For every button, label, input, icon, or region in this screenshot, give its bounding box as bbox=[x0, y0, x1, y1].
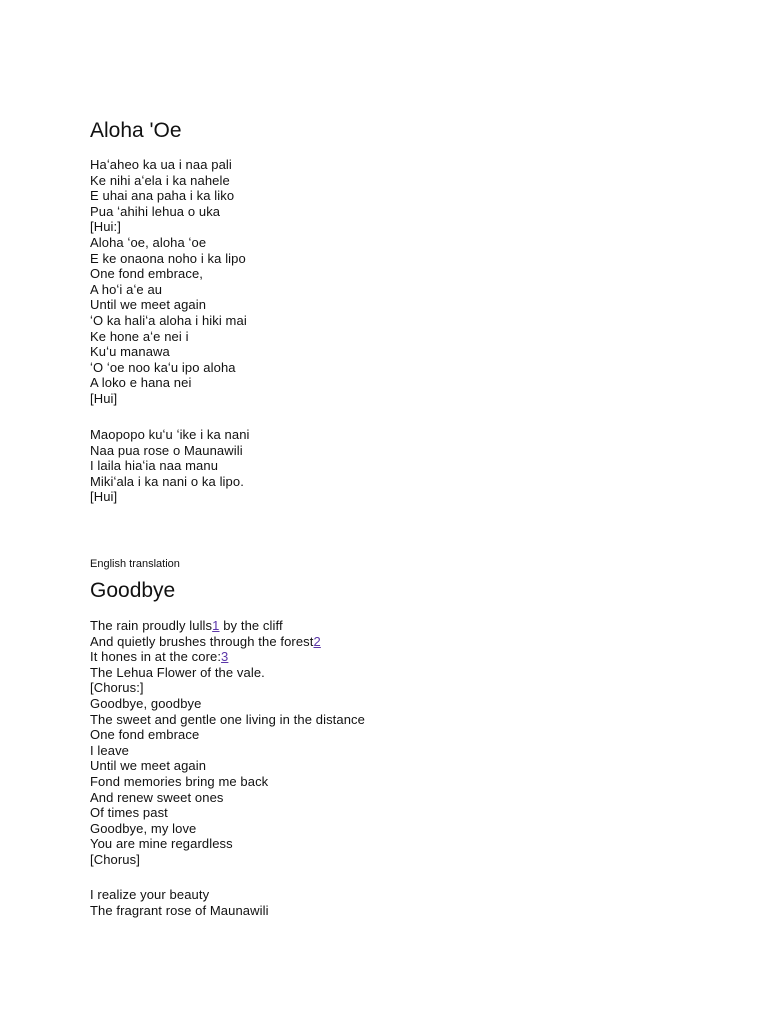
footnote-link-1[interactable]: 1 bbox=[212, 618, 220, 633]
lyric-line: Aloha ʻoe, aloha ʻoe bbox=[90, 234, 207, 250]
english-verse-1 bbox=[90, 618, 365, 868]
lyric-line bbox=[90, 634, 365, 650]
lyric-text: by the cliff bbox=[219, 618, 283, 633]
lyric-line: One fond embrace bbox=[90, 727, 200, 743]
lyric-line: Until we meet again bbox=[90, 297, 207, 313]
lyric-line: Goodbye, goodbye bbox=[90, 695, 202, 711]
lyric-line: Naa pua rose o Maunawili bbox=[90, 442, 243, 458]
lyric-line bbox=[90, 618, 365, 634]
lyric-line: You are mine regardless bbox=[90, 836, 233, 852]
lyric-line: I laila hiaʻia naa manu bbox=[90, 458, 219, 474]
hawaiian-verse-2 bbox=[90, 427, 250, 505]
lyric-line: Ke hone aʻe nei i bbox=[90, 328, 189, 344]
song-title-hawaiian: Aloha 'Oe bbox=[90, 119, 182, 142]
lyric-line: [Chorus:] bbox=[90, 680, 144, 696]
lyric-line: [Hui:] bbox=[90, 219, 121, 235]
lyric-line: One fond embrace, bbox=[90, 266, 203, 282]
lyric-line: Maopopo kuʻu ʻike i ka nani bbox=[90, 427, 250, 442]
lyric-line: And renew sweet ones bbox=[90, 789, 224, 805]
lyric-line: E ke onaona noho i ka lipo bbox=[90, 250, 246, 266]
lyric-line: Haʻaheo ka ua i naa pali bbox=[90, 157, 232, 172]
lyric-line: Mikiʻala i ka nani o ka lipo. bbox=[90, 473, 244, 489]
lyric-text: The rain proudly lulls bbox=[90, 618, 213, 633]
lyric-line: I leave bbox=[90, 742, 130, 758]
footnote-link-2[interactable]: 2 bbox=[313, 633, 321, 649]
lyric-line: The sweet and gentle one living in the distance bbox=[90, 711, 365, 727]
english-verse-2 bbox=[90, 887, 269, 918]
lyric-line: The fragrant rose of Maunawili bbox=[90, 902, 269, 918]
lyric-text: It hones in at the core: bbox=[90, 649, 222, 665]
footnote-link-3[interactable]: 3 bbox=[221, 649, 229, 665]
lyric-line: ʻO ka haliʻa aloha i hiki mai bbox=[90, 312, 247, 328]
lyric-line: Pua ʻahihi lehua o uka bbox=[90, 203, 221, 219]
lyric-text: And quietly brushes through the forest bbox=[90, 633, 314, 649]
lyric-line: I realize your beauty bbox=[90, 887, 210, 902]
translation-label: English translation bbox=[90, 558, 180, 570]
lyric-line: Goodbye, my love bbox=[90, 820, 197, 836]
lyric-line: ʻO ʻoe noo kaʻu ipo aloha bbox=[90, 359, 236, 375]
lyric-line: A loko e hana nei bbox=[90, 375, 192, 391]
lyric-line: [Hui] bbox=[90, 390, 118, 406]
lyric-line: [Hui] bbox=[90, 489, 118, 505]
lyric-line: Until we meet again bbox=[90, 758, 207, 774]
lyric-line: Of times past bbox=[90, 805, 168, 821]
song-title-english: Goodbye bbox=[90, 579, 176, 602]
lyric-line: Fond memories bring me back bbox=[90, 773, 269, 789]
lyric-line: A hoʻi aʻe au bbox=[90, 281, 163, 297]
hawaiian-verse-1 bbox=[90, 157, 247, 407]
lyric-line bbox=[90, 649, 365, 665]
lyric-line: E uhai ana paha i ka liko bbox=[90, 188, 235, 204]
lyric-line: Ke nihi aʻela i ka nahele bbox=[90, 172, 230, 188]
lyric-line: The Lehua Flower of the vale. bbox=[90, 664, 265, 680]
lyric-line: Kuʻu manawa bbox=[90, 344, 170, 360]
lyric-line: [Chorus] bbox=[90, 851, 140, 867]
